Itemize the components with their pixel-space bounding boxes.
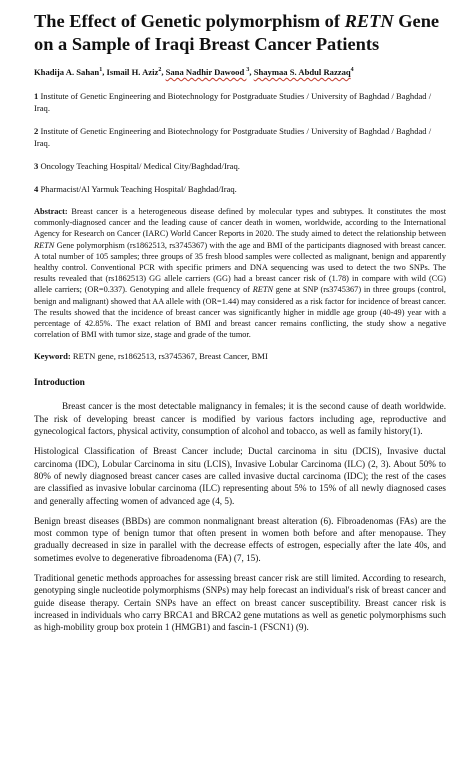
intro-paragraph-4: Traditional genetic methods approaches for assessing breast cancer risk are still limited. According to research, genotyping single nucleotide polymorphisms (SNPs) may help forecast an individual's risk of breast cancer and guide disease therapy. Certain SNPs have an effect on breast cancer susceptibility. Breast cancer risk is increased in individuals who carry BRCA1 and BRCA2 gene mutations as well as genetic polymorphisms such as high-mobility group box protein 1 (HMGB1) and fascin-1 (FSCN1) (9). [34,573,446,633]
paper-title: The Effect of Genetic polymorphism of RETN Gene on a Sample of Iraqi Breast Cancer Patients [34,11,440,54]
affiliation-2: 2 Institute of Genetic Engineering and Biotechnology for Postgraduate Studies / University of Baghdad / Baghdad / Iraq. [34,126,432,148]
intro-paragraph-2: Histological Classification of Breast Cancer include; Ductal carcinoma in situ (DCIS), Invasive ductal carcinoma (IDC), Lobular Carcinoma in situ (LCIS), Invasive Lobular Carcinoma (ILC) (2, 3). About 50% to 80% of newly diagnosed breast cancer cases are called invasive ductal carcinoma (IDC); the rest of the cases are classified as invasive lobular carcinoma (ILC) representing about 5% to 15% of all newly diagnosed cases and generally affecting women of advanced age (4, 5). [34,446,446,506]
abstract: Abstract: Breast cancer is a heterogeneous disease defined by molecular types and subtypes. It constitutes the most commonly-diagnosed cancer and the leading cause of cancer death in women, worldwide, according to the International Agency for Research on Cancer (IARC) World Cancer Reports in 2020. The study aimed to detect the relationship between RETN Gene polymorphism (rs1862513, rs3745367) with the age and BMI of the participants diagnosed with breast cancer. A total number of 105 samples; three groups of 35 fresh blood samples were collected as malignant, benign and apparently healthy control. Conventional PCR with specific primers and DNA sequencing was used to detect the two SNPs. The results revealed that (rs1862513) GG allele carriers (GG) had a breast cancer risk of (1.78) in compare with wild (CG) allele carriers; (OR=0.337). Genotyping and allele frequency of RETN gene at SNP (rs3745367) in three groups (control, benign and malignant) showed that AA allele with (OR=1.44) may considered as a risk factor for incidence of breast cancer. The results showed that the incidence of breast cancer was significantly higher in middle age group (40-49) year with a percentage of 42.85%. The exact relation of BMI and breast cancer remains conflicting, the study show a negative correlation of BMI with tumor size, stage and grade of the tumor. [34,207,446,340]
keywords: Keyword: RETN gene, rs1862513, rs3745367, Breast Cancer, BMI [34,351,268,362]
author: Khadija A. Sahan$^1$, [34,67,107,77]
intro-paragraph-3: Benign breast diseases (BBDs) are common nonmalignant breast alteration (6). Fibroadenomas (FAs) are the most common type of benign tumor that often present in women both before and after menopause. They gradually decreased in size in parallel with the decrease effects of estrogen, especially after the late 40s, and sometimes evolve to degenerative fibroadenoma (FA) (7, 15). [34,515,446,563]
affiliation-4: 4 Pharmacist/Al Yarmuk Teaching Hospital/ Baghdad/Iraq. [34,184,237,194]
introduction-heading: Introduction [34,378,85,389]
author-list [34,66,446,78]
intro-paragraph-1: Breast cancer is the most detectable malignancy in females; it is the second cause of death worldwide. The risk of developing breast cancer is modified by various factors including age, reproductive and gynecological factors, physical activity, consumption of alcohol and tobacco, as well as family history(1). [34,401,446,437]
affiliation-3: 3 Oncology Teaching Hospital/ Medical City/Baghdad/Iraq. [34,161,240,171]
author: Ismail H. Aziz$^2$, [106,67,166,77]
author: Shaymaa S. Abdul Razzaq$^4$ [253,67,354,77]
affiliation-1: 1 Institute of Genetic Engineering and Biotechnology for Postgraduate Studies / University of Baghdad / Baghdad / Iraq. [34,91,432,113]
author: Sana Nadhir Dawood $^3$, [165,67,254,77]
